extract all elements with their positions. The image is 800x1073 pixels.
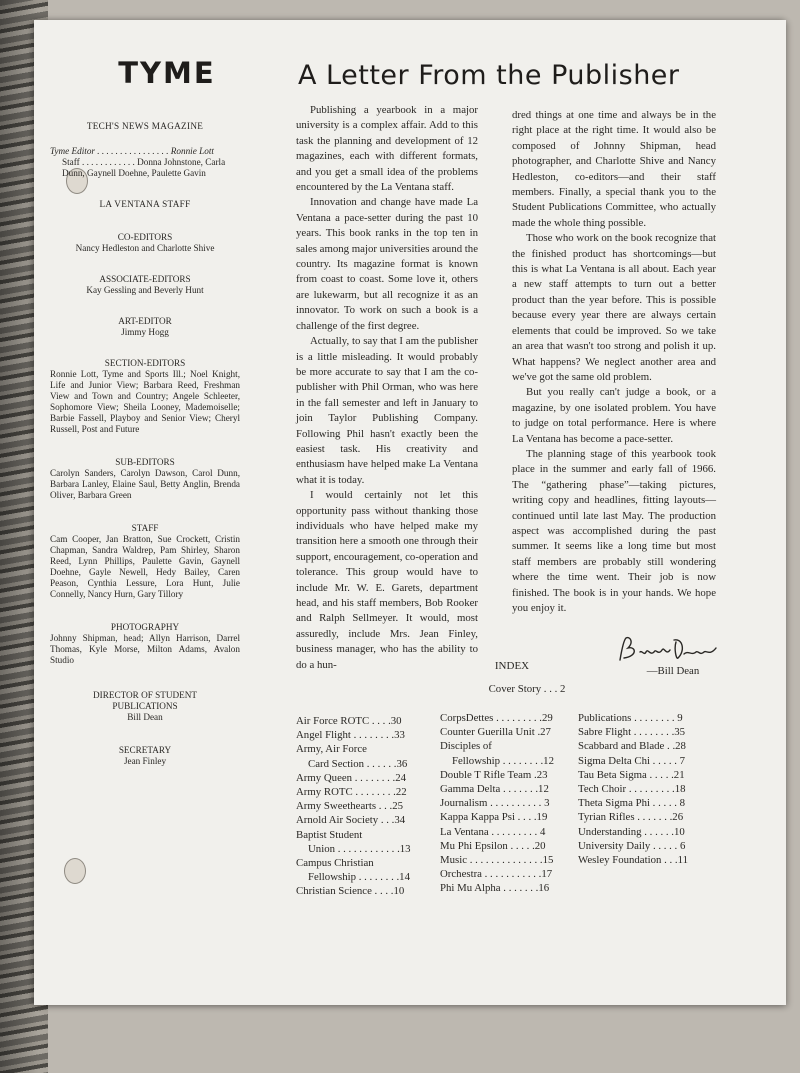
index-entry: Gamma Delta . . . . . . .12 xyxy=(440,783,549,796)
masthead-subtitle: TECH'S NEWS MAGAZINE xyxy=(86,121,204,131)
index-entry: Double T Rifle Team .23 xyxy=(440,768,548,781)
index-entry: Campus Christian xyxy=(296,857,374,870)
index-entry: La Ventana . . . . . . . . . 4 xyxy=(440,825,546,838)
section-title: PHOTOGRAPHY xyxy=(110,622,180,632)
handwritten-signature xyxy=(612,630,722,670)
index-entry: Scabbard and Blade . .28 xyxy=(578,740,686,753)
staff-block xyxy=(50,523,240,600)
index-entry: Theta Sigma Phi . . . . . 8 xyxy=(578,797,686,810)
section-body: Cam Cooper, Jan Bratton, Sue Crockett, Cristin Chapman, Sandra Waldrep, Pam Shirley, Sharon Reed, Lynn Phillips, Paulette Gavin, Gaynell Doehne, Gayle Newell, Hedy Bailey, Caren Peason, Cynthia Lessure, Lora Hunt, Julie Connelly, Nancy Hurn, Gary Tillory xyxy=(50,534,240,599)
cover-story-entry: Cover Story . . . 2 xyxy=(488,683,566,695)
director-block xyxy=(50,690,240,723)
letter-column-2 xyxy=(512,108,716,616)
section-title: DIRECTOR OF STUDENT PUBLICATIONS xyxy=(93,690,197,711)
index-entry: Air Force ROTC . . . .30 xyxy=(296,715,402,727)
index-entry: Journalism . . . . . . . . . . 3 xyxy=(440,797,550,810)
section-body: Jean Finley xyxy=(123,756,167,766)
letter-paragraph: Innovation and change have made La Ventana a pace-setter during the past 10 years. This book ranks in the top ten in sales among major universities around the country. Its magazine format is known from coast to coast. Some love it, others are lukewarm, but all recognize it as an innovator. To work on such a book is a challenge of the first degree. xyxy=(296,196,479,332)
letter-paragraph: Those who work on the book recognize that the finished product has shortcomings—but this is what La Ventana is all about. Each year a new staff attempts to turn out a better product than the year before. This is possible because every year there are always certain elements that could be improved. So we take an area that wasn't too strong and polish it up. What happens? We neglect another area and we've got the same old problem. xyxy=(512,232,716,383)
section-body: Johnny Shipman, head; Allyn Harrison, Darrel Thomas, Kyle Morse, Milton Adams, Avalon Studio xyxy=(50,633,240,665)
letter-paragraph: Actually, to say that I am the publisher is a little misleading. It would probably be more accurate to say that I am the co-publisher with Phil Orman, who was here in the fall semester and left in January to join Taylor Publishing Company. Following Phil hasn't exactly been the easiest task. His creativity and enthusiasm have helped make La Ventana what it is today. xyxy=(296,335,478,486)
tyme-title: TYME xyxy=(118,56,216,90)
index-column-3 xyxy=(578,711,728,867)
index-entry: Angel Flight . . . . . . . .33 xyxy=(296,729,405,742)
index-entry: Mu Phi Epsilon . . . . .20 xyxy=(440,839,546,852)
index-entry: Arnold Air Society . . .34 xyxy=(296,814,406,827)
index-entry: Publications . . . . . . . . 9 xyxy=(578,712,683,724)
index-entry: Counter Guerilla Unit .27 xyxy=(440,726,551,739)
la-ventana-heading: LA VENTANA STAFF xyxy=(99,199,191,209)
index-entry: Fellowship . . . . . . . .14 xyxy=(308,871,410,884)
section-body: Ronnie Lott, Tyme and Sports Ill.; Noel Knight, Life and Junior View; Barbara Reed, Freshman View and Town and Country; Angele Schleeter, Sophomore View; Sheila Looney, Mademoiselle; Barbie Fassell, Playboy and Senior View; Cheryl Russell, Post and Future xyxy=(50,369,240,434)
index-entry: Union . . . . . . . . . . . .13 xyxy=(308,842,411,855)
index-entry: Understanding . . . . . .10 xyxy=(578,825,685,838)
tyme-staff-line: Staff . . . . . . . . . . . . Donna Johnstone, Carla Dunn, Gaynell Doehne, Paulette Gavin xyxy=(62,157,226,178)
tyme-editor-line: Tyme Editor . . . . . . . . . . . . . . . . Ronnie Lott xyxy=(50,146,214,156)
index-entry: Wesley Foundation . . .11 xyxy=(578,854,688,867)
index-entry: CorpsDettes . . . . . . . . .29 xyxy=(440,712,553,724)
index-entry: Tau Beta Sigma . . . . .21 xyxy=(578,768,685,781)
index-entry: Army ROTC . . . . . . . .22 xyxy=(296,786,407,799)
index-entry: Army Queen . . . . . . . .24 xyxy=(296,771,407,784)
index-entry: Card Section . . . . . .36 xyxy=(308,757,408,770)
letter-paragraph: But you really can't judge a book, or a magazine, by one isolated problem. You have to judge on total performance. Here is where La Ventana has become a pace-setter. xyxy=(512,386,716,445)
section-body: Nancy Hedleston and Charlotte Shive xyxy=(75,243,215,253)
index-entry: Disciples of xyxy=(440,740,492,753)
section-title: STAFF xyxy=(131,523,159,533)
section-title: SUB-EDITORS xyxy=(115,457,175,467)
letter-paragraph: I would certainly not let this opportunity pass without thanking those individuals who have helped make my transition here a smooth one through their support, encouragement, co-operation and tolerance. This group would have to include Mr. W. E. Garets, department head, and his staff members, Bob Rooker and Ralph Sellmeyer. It would, most assuredly, include Mrs. Jean Finley, business manager, who has the ability to do a hun- xyxy=(296,489,478,671)
index-entry: Sabre Flight . . . . . . . .35 xyxy=(578,726,686,739)
index-entry: University Daily . . . . . 6 xyxy=(578,839,686,852)
section-title: SECTION-EDITORS xyxy=(104,358,186,368)
letter-column-1 xyxy=(296,103,478,673)
signature-name: —Bill Dean xyxy=(646,665,700,677)
section-title: CO-EDITORS xyxy=(117,232,173,242)
section-body: Jimmy Hogg xyxy=(121,327,169,337)
index-entry: Phi Mu Alpha . . . . . . .16 xyxy=(440,882,550,895)
index-entry: Tyrian Rifles . . . . . . .26 xyxy=(578,811,684,824)
section-title: ASSOCIATE-EDITORS xyxy=(99,274,191,284)
index-title: INDEX xyxy=(494,660,530,672)
letter-paragraph: dred things at one time and always be in the right place at the right time. It would also be composed of Johnny Shipman, head photographer, and Charlotte Shive and Nancy Hedleston, co-editors—and their staff members. Finally, a special thank you to the Student Publications Committee, who actually made the whole thing possible. xyxy=(512,109,716,229)
index-entry: Baptist Student xyxy=(296,828,363,841)
section-title: SECRETARY xyxy=(118,745,172,755)
index-entry: Orchestra . . . . . . . . . . .17 xyxy=(440,868,553,881)
letter-paragraph: The planning stage of this yearbook took place in the summer and early fall of 1966. The “gathering phase”—taking pictures, writing copy and headlines, fitting layouts—continued until late last May. The production aspect was accomplished during the past summer. It seems like a long time but most staff members are probably still wondering where the time went. Their job is now finished. The book is in your hands. We hope you enjoy it. xyxy=(512,447,716,614)
index-entry: Sigma Delta Chi . . . . . 7 xyxy=(578,754,686,767)
index-column-1 xyxy=(296,714,436,899)
associate-editors-block xyxy=(50,274,240,296)
index-entry: Christian Science . . . .10 xyxy=(296,885,405,898)
secretary-block xyxy=(50,745,240,767)
section-body: Bill Dean xyxy=(127,712,163,722)
co-editors-block xyxy=(50,232,240,254)
sub-editors-block xyxy=(50,457,240,501)
section-title: ART-EDITOR xyxy=(118,316,172,326)
photography-block xyxy=(50,622,240,666)
binder-hole-bottom xyxy=(64,858,86,884)
index-entry: Army, Air Force xyxy=(296,743,367,756)
section-body: Kay Gessling and Beverly Hunt xyxy=(86,285,204,295)
letter-paragraph: Publishing a yearbook in a major university is a complex affair. Add to this task the planning and development of 12 magazines, each with different formats, and you get a small idea of the problems encountered by the La Ventana staff. xyxy=(296,104,478,194)
index-entry: Army Sweethearts . . .25 xyxy=(296,800,404,813)
art-editor-block xyxy=(50,316,240,338)
index-entry: Tech Choir . . . . . . . . .18 xyxy=(578,783,686,796)
index-column-2 xyxy=(440,711,580,896)
index-entry: Music . . . . . . . . . . . . . .15 xyxy=(440,854,554,867)
section-body: Carolyn Sanders, Carolyn Dawson, Carol Dunn, Barbara Lanley, Elaine Saul, Betty Anglin, Brenda Oliver, Barbara Green xyxy=(50,468,240,500)
index-entry: Fellowship . . . . . . . .12 xyxy=(452,754,554,767)
section-editors-block xyxy=(50,358,240,435)
staff-column xyxy=(50,95,240,767)
index-entry: Kappa Kappa Psi . . . .19 xyxy=(440,811,548,824)
letter-title: A Letter From the Publisher xyxy=(298,60,680,91)
